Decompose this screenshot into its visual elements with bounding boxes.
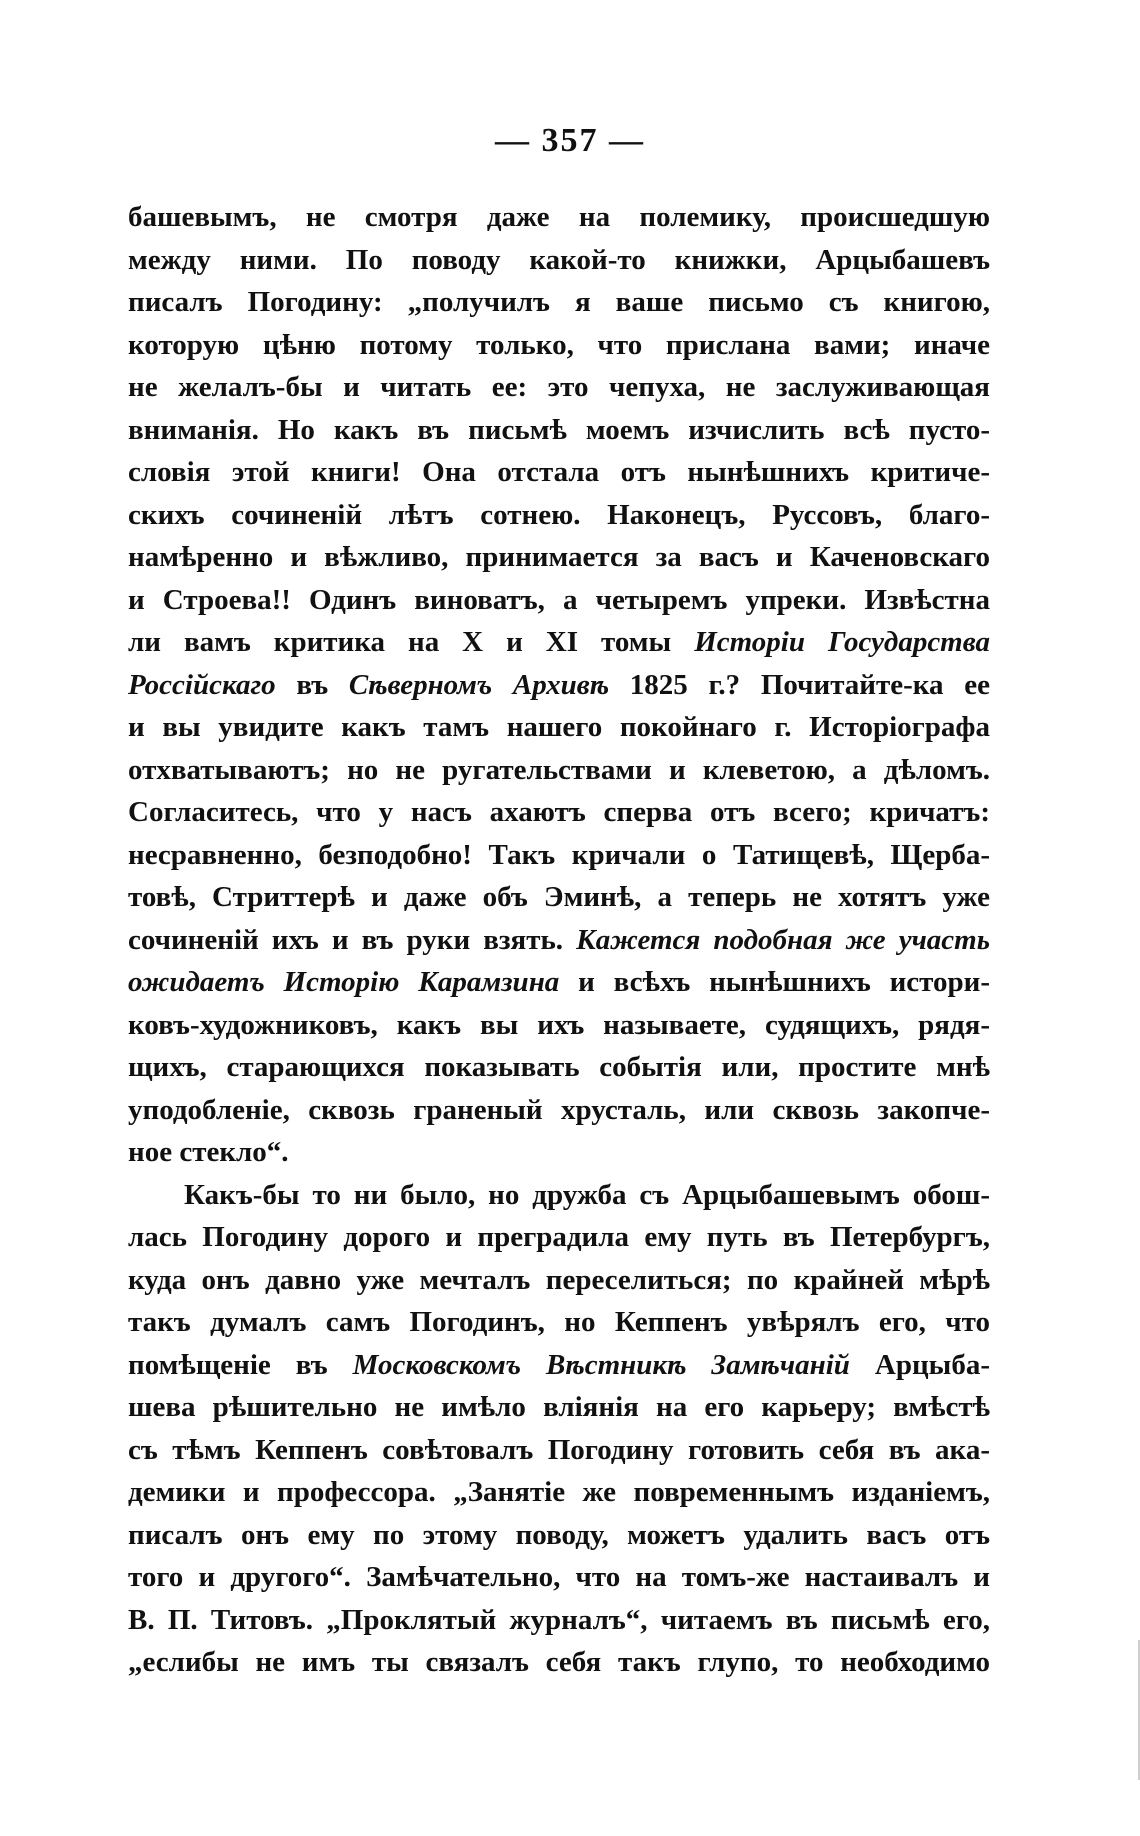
text-segment: помѣщеніе въ	[128, 1348, 353, 1381]
text-segment: башевымъ, не смотря даже на полемику, происшедшую	[128, 201, 990, 233]
text-segment: ковъ-художниковъ, какъ вы ихъ называете, судящихъ, рядя-	[128, 1008, 990, 1041]
text-segment: сочиненій ихъ и въ руки взять.	[128, 923, 577, 956]
text-line	[128, 451, 990, 494]
text-line	[128, 366, 990, 409]
text-line	[128, 1471, 990, 1514]
text-line	[128, 961, 990, 1004]
text-segment: ли вамъ критика на X и XI томы	[128, 626, 695, 658]
text-segment: Какъ-бы то ни было, но дружба съ Арцыбашевымъ обош-	[184, 1178, 990, 1211]
text-line	[128, 1514, 990, 1557]
italic-title-segment: Московскомъ Вѣстникѣ Замѣчаній	[352, 1348, 850, 1381]
text-segment: и всѣхъ нынѣшнихъ истори-	[559, 966, 991, 998]
text-segment: которую цѣню потому только, что прислана вами; иначе	[128, 328, 990, 361]
text-line	[128, 1089, 990, 1132]
text-segment: съ тѣмъ Кеппенъ совѣтовалъ Погодину готовить себя въ ака-	[128, 1433, 990, 1466]
text-segment: щихъ, старающихся показывать событія или, простите мнѣ	[128, 1051, 990, 1083]
text-line	[128, 579, 990, 622]
text-segment: писалъ онъ ему по этому поводу, можетъ удалить васъ отъ	[128, 1518, 990, 1551]
text-line	[128, 1259, 990, 1302]
body-text	[128, 196, 990, 1684]
text-line	[128, 1004, 990, 1047]
text-line	[128, 324, 990, 367]
text-line	[128, 1386, 990, 1429]
text-line	[128, 1556, 990, 1599]
italic-title-segment: Исторіи Государства	[694, 626, 991, 658]
text-line	[128, 1599, 990, 1642]
text-segment: ное стекло“.	[128, 1136, 289, 1168]
text-segment: и Строева!! Одинъ виноватъ, а четыремъ упреки. Извѣстна	[128, 583, 990, 616]
text-segment: въ	[275, 668, 349, 701]
text-segment: такъ думалъ самъ Погодинъ, но Кеппенъ увѣрялъ его, что	[128, 1306, 990, 1338]
text-segment: скихъ сочиненій лѣтъ сотнею. Наконецъ, Руссовъ, благо-	[128, 498, 990, 531]
text-line	[128, 494, 990, 537]
text-line	[128, 1429, 990, 1472]
text-segment: 1825 г.? Почитайте-ка ее	[609, 668, 990, 701]
text-segment: того и другого“. Замѣчательно, что на томъ-же настаивалъ и	[128, 1561, 990, 1593]
text-line	[128, 1301, 990, 1344]
text-segment: шева рѣшительно не имѣло вліянія на его карьеру; вмѣстѣ	[128, 1391, 990, 1423]
text-line	[128, 409, 990, 452]
text-line	[128, 919, 990, 962]
paragraph	[128, 196, 990, 1174]
text-segment: намѣренно и вѣжливо, принимается за васъ и Каченовскаго	[128, 541, 990, 573]
text-segment: словія этой книги! Она отстала отъ нынѣшнихъ критиче-	[128, 456, 990, 488]
italic-title-segment: Россійскаго	[128, 668, 276, 701]
text-segment: Согласитесь, что у насъ ахаютъ сперва отъ всего; кричатъ:	[128, 796, 990, 828]
text-segment: Арцыба-	[849, 1348, 990, 1381]
text-segment: „еслибы не имъ ты связалъ себя такъ глупо, то необходимо	[128, 1646, 990, 1678]
text-segment: вниманія. Но какъ въ письмѣ моемъ изчислить всѣ пусто-	[128, 413, 990, 446]
text-segment: куда онъ давно уже мечталъ переселиться; по крайней мѣрѣ	[128, 1263, 990, 1296]
text-segment: отхватываютъ; но не ругательствами и клеветою, а дѣломъ.	[128, 753, 990, 786]
paragraph	[128, 1174, 990, 1684]
text-segment: не желалъ-бы и читать ее: это чепуха, не заслуживающая	[128, 371, 990, 403]
text-line	[128, 1046, 990, 1089]
text-segment: лась Погодину дорого и преградила ему путь въ Петербургъ,	[128, 1221, 990, 1253]
text-line	[128, 1641, 990, 1684]
text-line	[128, 1216, 990, 1259]
text-segment: демики и профессора. „Занятіе же повременнымъ изданіемъ,	[128, 1476, 990, 1508]
italic-title-segment: Кажется подобная же участь	[576, 923, 990, 956]
text-line	[128, 536, 990, 579]
text-line	[128, 1174, 990, 1217]
text-segment: писалъ Погодину: „получилъ я ваше письмо съ книгою,	[128, 286, 990, 318]
text-line	[128, 706, 990, 749]
text-segment: уподобленіе, сквозь граненый хрусталь, или сквозь закопче-	[128, 1093, 990, 1126]
text-line	[128, 1131, 990, 1174]
text-line	[128, 664, 990, 707]
italic-title-segment: ожидаетъ Исторію Карамзина	[128, 966, 560, 998]
text-line	[128, 876, 990, 919]
page-number: — 357 —	[495, 122, 645, 159]
text-line	[128, 281, 990, 324]
text-line	[128, 1344, 990, 1387]
text-segment: товѣ, Стриттерѣ и даже объ Эминѣ, а теперь не хотятъ уже	[128, 881, 990, 913]
text-line	[128, 621, 990, 664]
text-line	[128, 196, 990, 239]
text-segment: несравненно, безподобно! Такъ кричали о Татищевѣ, Щерба-	[128, 838, 990, 871]
italic-title-segment: Сѣверномъ Архивѣ	[348, 668, 610, 701]
text-line	[128, 239, 990, 282]
text-line	[128, 791, 990, 834]
text-line	[128, 749, 990, 792]
text-segment: и вы увидите какъ тамъ нашего покойнаго г. Исторіографа	[128, 711, 990, 743]
text-segment: В. П. Титовъ. „Проклятый журналъ“, читаемъ въ письмѣ его,	[128, 1603, 990, 1636]
text-line	[128, 834, 990, 877]
text-segment: между ними. По поводу какой-то книжки, Арцыбашевъ	[128, 243, 990, 276]
